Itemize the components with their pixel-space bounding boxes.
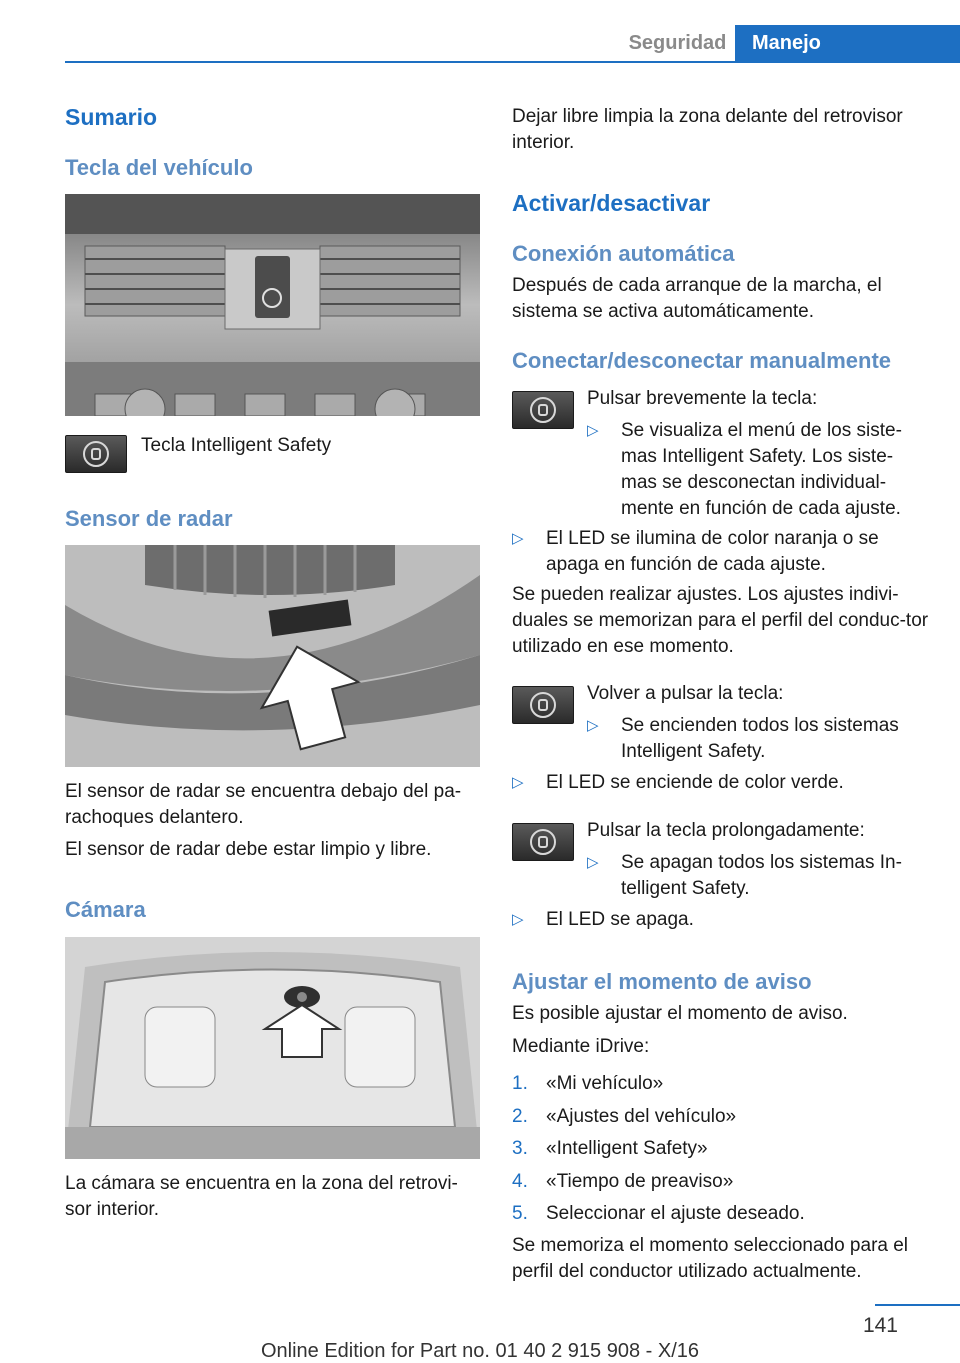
button-icon-long-press [512,823,574,861]
button-icon-short-press [512,391,574,429]
bullet-text: El LED se enciende de color verde. [546,772,844,793]
bullet-marker: ▷ [587,422,599,439]
step-number: 1. [512,1073,528,1094]
radar-sensor-photo [65,545,480,767]
camara-paragraph: La cámara se encuentra en la zona del retrovi‐sor interior. [65,1173,458,1220]
bullet-item [587,713,927,765]
bullet-marker: ▷ [512,530,524,547]
bullet-item [587,418,927,522]
heading-auto: Conexión automática [512,241,735,266]
heading-ajustar: Ajustar el momento de aviso [512,969,812,994]
step-text: «Mi vehículo» [546,1073,664,1094]
heading-manual: Conectar/desconectar manualmente [512,348,892,373]
bullet-item [512,907,922,933]
final-paragraph: Se memoriza el momento seleccionado para el perfil del conductor utilizado actualmente. [512,1235,909,1282]
bullet-marker: ▷ [512,911,524,928]
bullet-item [512,770,922,796]
intelligent-safety-button-icon [65,435,127,473]
bullet-item [587,850,927,902]
step-item [512,1169,733,1195]
heading-camara: Cámara [65,897,146,922]
heading-sensor: Sensor de radar [65,506,233,531]
step-item [512,1136,708,1162]
radar-paragraph-2: El sensor de radar debe estar limpio y libre. [65,839,432,860]
bullet-text: Se apagan todos los sistemas In‐telligent Safety. [621,852,902,899]
step-number: 3. [512,1138,528,1159]
heading-activar: Activar/desactivar [512,190,711,216]
step-item [512,1104,736,1130]
page-number-rule [875,1304,960,1306]
bullet-marker: ▷ [587,717,599,734]
header-rule [65,61,960,63]
settings-paragraph: Se pueden realizar ajustes. Los ajustes indivi‐duales se memorizan para el perfil del conduc‐tor utilizado en ese momento. [512,584,929,657]
step-number: 5. [512,1203,528,1224]
bullet-text: Se encienden todos los sistemas Intelligent Safety. [621,715,899,762]
ajustar-paragraph: Es posible ajustar el momento de aviso. [512,1003,848,1024]
camera-photo [65,937,480,1159]
heading-sumario: Sumario [65,104,158,130]
footer-edition: Online Edition for Part no. 01 40 2 915 908 - X/16 [260,1340,700,1362]
tab-seguridad[interactable]: Seguridad [628,32,727,54]
button-caption: Tecla Intelligent Safety [141,435,332,456]
step-number: 4. [512,1171,528,1192]
bullet-text: Se visualiza el menú de los siste‐mas Intelligent Safety. Los siste‐mas se desconectan individual‐mente en función de cada ajuste. [621,420,902,519]
heading-tecla: Tecla del vehículo [65,155,253,180]
bullet-text: El LED se apaga. [546,909,694,930]
press-again-text: Volver a pulsar la tecla: [587,683,784,704]
bullet-item [512,526,922,578]
step-number: 2. [512,1106,528,1127]
bullet-text: El LED se ilumina de color naranja o se apaga en función de cada ajuste. [546,528,879,575]
radar-paragraph-1: El sensor de radar se encuentra debajo del pa‐rachoques delantero. [65,781,462,828]
tab-manejo[interactable]: Manejo [735,25,960,62]
idrive-text: Mediante iDrive: [512,1036,650,1057]
button-icon-press-again [512,686,574,724]
step-item [512,1071,663,1097]
auto-paragraph: Después de cada arranque de la marcha, el sistema se activa automáticamente. [512,275,882,322]
step-item [512,1201,805,1227]
press-short-text: Pulsar brevemente la tecla: [587,388,818,409]
intro-paragraph: Dejar libre limpia la zona delante del retrovisor interior. [512,106,903,153]
page-number: 141 [862,1314,898,1337]
dashboard-button-photo [65,194,480,416]
step-text: «Ajustes del vehículo» [546,1106,737,1127]
press-long-text: Pulsar la tecla prolongadamente: [587,820,865,841]
step-text: Seleccionar el ajuste deseado. [546,1203,805,1224]
bullet-marker: ▷ [512,774,524,791]
step-text: «Tiempo de preaviso» [546,1171,734,1192]
bullet-marker: ▷ [587,854,599,871]
step-text: «Intelligent Safety» [546,1138,708,1159]
